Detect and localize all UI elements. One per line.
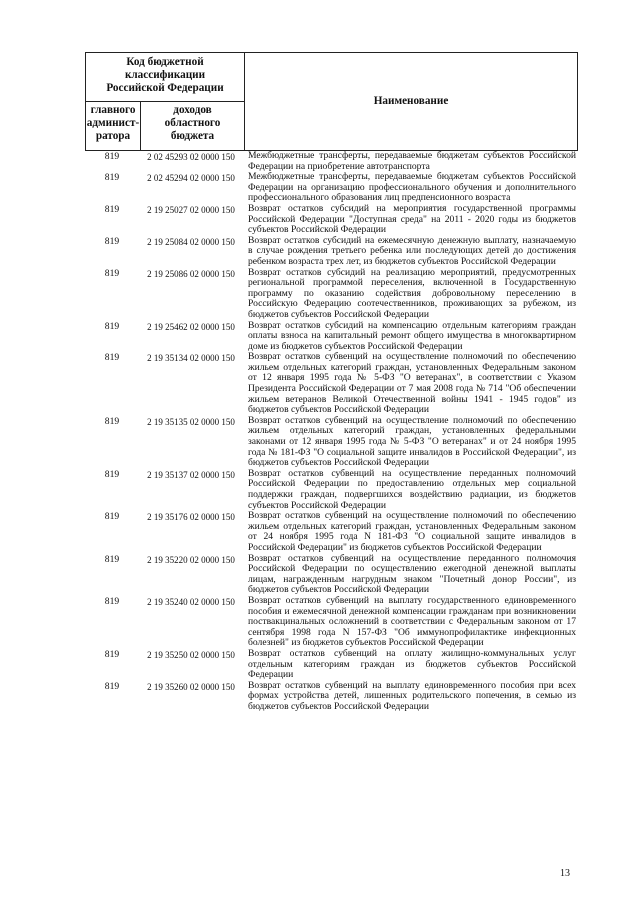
name-line: в случае рождения третьего ребенка или последующих детей до достижения <box>248 245 576 257</box>
name-line: формах устройства детей, лишенных родительского попечения, в семью из <box>248 690 576 702</box>
admin-code-cell: 819 <box>104 172 120 184</box>
budget-code-cell: 2 19 35250 02 0000 150 <box>147 649 235 660</box>
page-number: 13 <box>560 868 570 879</box>
budget-code-cell: 2 19 25084 02 0000 150 <box>147 236 235 247</box>
name-line: Российской Федерации по предоставлению отдельных мер социальной <box>248 478 576 490</box>
name-line: Возврат остатков субвенций на выплату единовременного пособия при всех <box>248 679 576 691</box>
table-row <box>85 236 578 268</box>
table-row <box>85 416 578 469</box>
name-line: программу по оказанию содействия добровольному переселению в <box>248 287 576 299</box>
name-cell <box>243 236 578 268</box>
header-code-group: Код бюджетной классификации Российской Федерации <box>106 56 224 94</box>
name-line: Российскую Федерацию соотечественников, проживающих за рубежом, из <box>248 298 576 310</box>
budget-code-cell: 2 19 35220 02 0000 150 <box>147 554 235 565</box>
admin-code-cell: 819 <box>104 267 120 279</box>
name-line: профессионального образования лиц предпенсионного возраста <box>248 192 511 204</box>
name-line: Возврат остатков субсидий на ежемесячную денежную выплату, назначаемую <box>248 234 576 246</box>
name-line: от 24 ноября 1995 года N 181-ФЗ "О социальной защите инвалидов в <box>248 531 576 543</box>
name-line: Российской Федерации по осуществлению ежегодной денежной выплаты <box>248 563 576 575</box>
name-line: Межбюджетные трансферты, передаваемые бюджетам субъектов Российской <box>248 171 576 183</box>
name-line: Российской Федерации "Доступная среда" на 2011 - 2020 годы из бюджетов <box>248 213 576 225</box>
name-cell <box>243 596 578 649</box>
header-admin-column: главного админист- ратора <box>86 104 140 142</box>
name-line: болезней" из бюджетов субъектов Российской Федерации <box>248 637 484 649</box>
name-line: ребенком возраста трех лет, из бюджетов субъектов Российской Федерации <box>248 255 556 267</box>
name-cell <box>243 554 578 596</box>
name-line: Возврат остатков субвенций на оплату жилищно-коммунальных услуг <box>248 647 576 659</box>
name-line: Межбюджетные трансферты, передаваемые бюджетам субъектов Российской <box>248 150 576 161</box>
name-cell <box>243 151 578 172</box>
name-line: бюджетов субъектов Российской Федерации <box>248 404 429 416</box>
name-line: региональной программой переселения, включенной в Государственную <box>248 277 576 289</box>
name-line: жильем ветеранов Великой Отечественной войны 1941 - 1945 годов" из <box>248 393 576 405</box>
name-cell <box>243 416 578 469</box>
name-line: поддержки граждан, подвергшихся воздействию радиации, из бюджетов <box>248 489 576 500</box>
name-line: Возврат остатков субвенций на выплату государственного единовременного <box>248 594 576 606</box>
name-line: оплаты взноса на капитальный ремонт общего имущества в многоквартирном <box>248 330 576 342</box>
table-row <box>85 268 578 321</box>
name-line: Российской Федерации" из бюджетов субъектов Российской Федерации <box>248 541 542 553</box>
name-line: года № 181-ФЗ "О социальной защите инвалидов в Российской Федерации", из <box>248 446 576 458</box>
name-line: Федерации <box>248 669 294 681</box>
admin-code-cell: 819 <box>104 468 120 480</box>
name-line: Возврат остатков субвенций на осуществление полномочий по обеспечению <box>248 510 576 522</box>
name-line: субъектов Российской Федерации <box>248 224 386 236</box>
admin-code-cell: 819 <box>104 511 120 523</box>
name-cell <box>243 681 578 713</box>
budget-code-cell: 2 19 35240 02 0000 150 <box>147 596 235 607</box>
budget-code-cell: 2 02 45293 02 0000 150 <box>147 152 235 162</box>
name-line: Возврат остатков субвенций на осуществление переданных полномочий <box>248 467 576 479</box>
admin-code-cell: 819 <box>104 415 120 427</box>
name-line: Возврат остатков субвенций на осуществление полномочий по обеспечению <box>248 414 576 426</box>
budget-code-cell: 2 19 35260 02 0000 150 <box>147 681 235 692</box>
table-row <box>85 649 578 681</box>
admin-code-cell: 819 <box>104 648 120 660</box>
budget-code-cell: 2 19 25086 02 0000 150 <box>147 268 235 279</box>
budget-code-cell: 2 02 45294 02 0000 150 <box>147 173 235 184</box>
budget-code-cell: 2 19 35134 02 0000 150 <box>147 353 235 364</box>
name-line: Возврат остатков субсидий на компенсацию отдельным категориям граждан <box>248 319 576 331</box>
admin-code-cell: 819 <box>104 203 120 215</box>
name-line: Возврат остатков субвенций на осуществление переданного полномочия <box>248 552 576 564</box>
name-line: Возврат остатков субвенций на осуществление полномочий по обеспечению <box>248 351 576 363</box>
table-row <box>85 204 578 236</box>
budget-code-cell: 2 19 25462 02 0000 150 <box>147 321 235 332</box>
name-line: от 12 января 1995 года № 5-ФЗ "О ветеранах", в соответствии с Указом <box>248 372 576 384</box>
admin-code-cell: 819 <box>104 235 120 247</box>
admin-code-cell: 819 <box>104 680 120 692</box>
table-body <box>85 151 578 712</box>
table-header <box>85 52 578 151</box>
name-line: доме из бюджетов субъектов Российской Федерации <box>248 340 463 352</box>
admin-code-cell: 819 <box>104 595 120 607</box>
table-row <box>85 511 578 553</box>
name-cell <box>243 511 578 553</box>
name-line: законами от 12 января 1995 года № 5-ФЗ "О ветеранах" и от 24 ноября 1995 <box>248 436 576 448</box>
name-line: бюджетов субъектов Российской Федерации <box>248 700 429 712</box>
name-line: бюджетов субъектов Российской Федерации <box>248 584 429 596</box>
name-cell <box>243 469 578 511</box>
name-line: жильем отдельных категорий граждан, установленных Федеральным законом <box>248 520 576 532</box>
admin-code-cell: 819 <box>104 151 120 162</box>
header-name-column: Наименование <box>373 95 449 107</box>
table-row <box>85 151 578 172</box>
name-line: жильем отдельных категорий граждан, установленных федеральными <box>248 425 576 437</box>
name-line: поствакцинальных осложнений в соответствии с Федеральным законом от 17 <box>248 616 576 628</box>
name-cell <box>243 352 578 416</box>
name-cell <box>243 649 578 681</box>
table-row <box>85 596 578 649</box>
admin-code-cell: 819 <box>104 320 120 332</box>
name-line: сентября 1998 года N 157-ФЗ "Об иммунопрофилактике инфекционных <box>248 626 576 638</box>
table-row <box>85 321 578 353</box>
header-income-column: доходов областного бюджета <box>164 104 221 142</box>
admin-code-cell: 819 <box>104 352 120 364</box>
budget-code-cell: 2 19 35137 02 0000 150 <box>147 469 235 480</box>
name-line: Президента Российской Федерации от 7 мая 2008 года № 714 "Об обеспечении <box>248 383 576 395</box>
budget-code-cell: 2 19 25027 02 0000 150 <box>147 204 235 215</box>
name-line: Возврат остатков субсидий на реализацию мероприятий, предусмотренных <box>248 266 576 278</box>
name-cell <box>243 268 578 321</box>
table-row <box>85 469 578 511</box>
table-row <box>85 352 578 416</box>
name-line: субъектов Российской Федерации <box>248 499 386 511</box>
name-line: Федерации на приобретение автотранспорта <box>248 160 430 172</box>
budget-code-cell: 2 19 35176 02 0000 150 <box>147 512 235 523</box>
name-line: бюджетов субъектов Российской Федерации <box>248 457 429 469</box>
name-cell <box>243 204 578 236</box>
table-row <box>85 554 578 596</box>
name-line: Возврат остатков субсидий на мероприятия государственной программы <box>248 202 576 214</box>
table-row <box>85 172 578 204</box>
name-line: пособия и ежемесячной денежной компенсации гражданам при возникновении <box>248 605 576 617</box>
name-cell <box>243 321 578 353</box>
name-line: отдельным категориям граждан из бюджетов субъектов Российской <box>248 658 576 670</box>
budget-code-cell: 2 19 35135 02 0000 150 <box>147 416 235 427</box>
admin-code-cell: 819 <box>104 553 120 565</box>
name-line: лицам, награжденным нагрудным знаком "Почетный донор России", из <box>248 573 576 585</box>
table-row <box>85 681 578 713</box>
name-line: бюджетов субъектов Российской Федерации <box>248 308 429 320</box>
name-line: жильем отдельных категорий граждан, установленных Федеральным законом <box>248 361 576 373</box>
name-line: Федерации на организацию профессионального обучения и дополнительного <box>248 181 576 193</box>
name-cell <box>243 172 578 204</box>
